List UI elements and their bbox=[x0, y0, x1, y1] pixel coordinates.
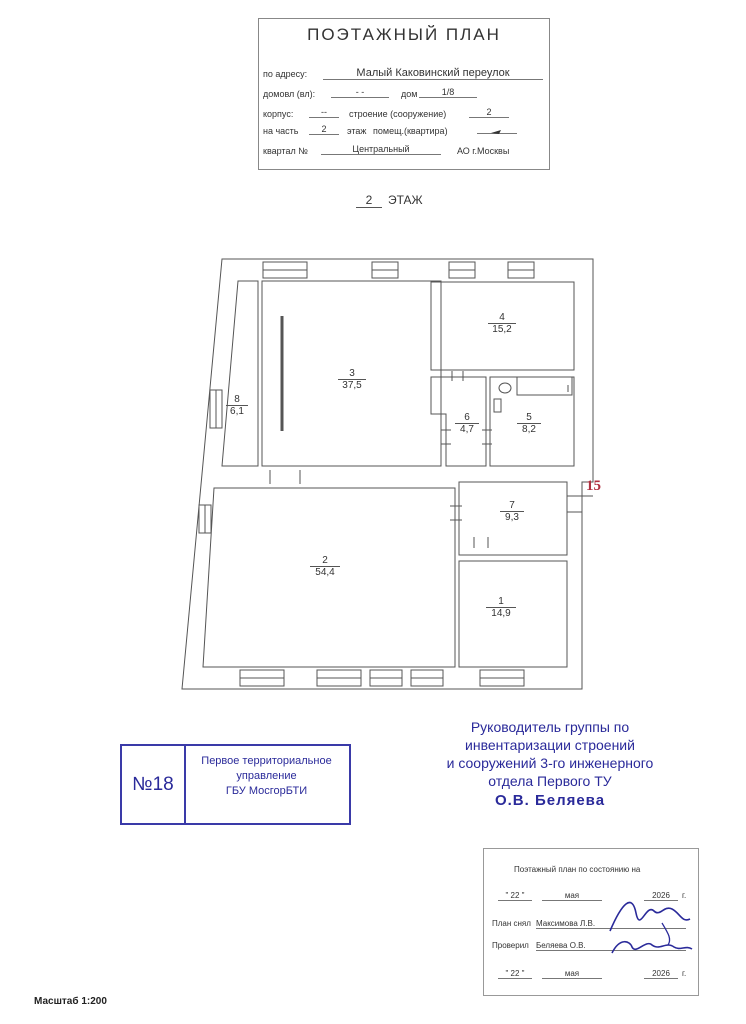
floor-number: 2 bbox=[356, 193, 382, 208]
domovl-value: - - bbox=[331, 87, 389, 98]
sig-day-1: " 22 " bbox=[498, 891, 532, 901]
manager-block bbox=[400, 718, 700, 810]
pomesh-label: помещ.(квартира) bbox=[373, 126, 448, 136]
room-5-area: 8,2 bbox=[517, 423, 541, 435]
domovl-label: домовл (вл): bbox=[263, 89, 316, 99]
room-6-label bbox=[455, 412, 479, 435]
manager-name: О.В. Беляева bbox=[494, 792, 606, 809]
room-1-area: 14,9 bbox=[486, 607, 516, 619]
outer-wall-outer bbox=[182, 259, 593, 689]
korpus-value: -- bbox=[309, 107, 339, 118]
room-2-label bbox=[310, 555, 340, 578]
dom-value: 1/8 bbox=[419, 87, 477, 98]
korpus-label: корпус: bbox=[263, 109, 294, 119]
room-6-number: 6 bbox=[464, 412, 470, 423]
ao-label: АО г.Москвы bbox=[457, 146, 510, 156]
room-3-area: 37,5 bbox=[338, 379, 366, 391]
sig-title: Поэтажный план по состоянию на bbox=[514, 865, 641, 874]
bathtub-icon bbox=[517, 377, 572, 395]
room-8-area: 6,1 bbox=[226, 405, 248, 417]
sig-checked-value: Беляева О.В. bbox=[536, 941, 686, 951]
room-4-number: 4 bbox=[499, 312, 505, 323]
etazh-label: этаж bbox=[347, 126, 367, 136]
stroenie-value: 2 bbox=[469, 107, 509, 118]
room-2-area: 54,4 bbox=[310, 566, 340, 578]
room-8-outline bbox=[222, 281, 258, 466]
sig-checked-label: Проверил bbox=[492, 941, 529, 950]
sink-icon bbox=[499, 383, 511, 393]
dom-label: дом bbox=[401, 89, 418, 99]
stroenie-label: строение (сооружение) bbox=[349, 109, 447, 119]
sig-year-1: 2026 bbox=[644, 891, 678, 901]
room-7-area: 9,3 bbox=[500, 511, 524, 523]
stamp-text bbox=[184, 754, 349, 799]
room-2-number: 2 bbox=[322, 555, 328, 566]
manager-line-4: отдела Первого ТУ bbox=[488, 773, 612, 789]
handwritten-signature-icon bbox=[602, 883, 696, 963]
room-7-number: 7 bbox=[509, 500, 515, 511]
sig-month-1: мая bbox=[542, 891, 602, 901]
stamp-line-3: ГБУ МосгорБТИ bbox=[225, 785, 308, 797]
address-value: Малый Каковинский переулок bbox=[323, 67, 543, 80]
sig-month-2: мая bbox=[542, 969, 602, 979]
chast-label: на часть bbox=[263, 126, 299, 136]
toilet-icon bbox=[494, 399, 501, 412]
stamp-line-2: управление bbox=[236, 770, 297, 782]
kvartal-label: квартал № bbox=[263, 146, 308, 156]
room-8-number: 8 bbox=[234, 394, 240, 405]
room-3-number: 3 bbox=[349, 368, 355, 379]
sig-year-2: 2026 bbox=[644, 969, 678, 979]
stamp-number: №18 bbox=[122, 746, 186, 823]
scale-label: Масштаб 1:200 bbox=[34, 996, 107, 1007]
sig-taken-value: Максимова Л.В. bbox=[536, 919, 686, 929]
room-6-area: 4,7 bbox=[455, 423, 479, 435]
manager-line-1: Руководитель группы по bbox=[470, 719, 630, 735]
room-1-label bbox=[486, 596, 516, 619]
room-3-label bbox=[338, 368, 366, 391]
room-5-number: 5 bbox=[526, 412, 532, 423]
manager-line-2: инвентаризации строений bbox=[465, 737, 635, 753]
room-8-label bbox=[226, 394, 248, 417]
signature-block bbox=[483, 848, 699, 996]
room-5-label bbox=[517, 412, 541, 435]
room-4-label bbox=[488, 312, 516, 335]
plan-title: ПОЭТАЖНЫЙ ПЛАН bbox=[307, 25, 501, 44]
sig-day-2: " 22 " bbox=[498, 969, 532, 979]
room-1-number: 1 bbox=[498, 596, 504, 607]
room-7-label bbox=[500, 500, 524, 523]
address-label: по адресу: bbox=[263, 69, 308, 79]
stamp-line-1: Первое территориальное bbox=[201, 755, 332, 767]
exit-marker: 15 bbox=[586, 478, 601, 494]
bti-stamp bbox=[120, 744, 351, 825]
floor-label: ЭТАЖ bbox=[388, 193, 423, 207]
sig-g-2: г. bbox=[682, 969, 687, 978]
sig-taken-label: План снял bbox=[492, 919, 531, 928]
sig-g-1: г. bbox=[682, 891, 687, 900]
room-4-area: 15,2 bbox=[488, 323, 516, 335]
chast-value: 2 bbox=[309, 124, 339, 135]
manager-line-3: и сооружений 3-го инженерного bbox=[446, 755, 654, 771]
kvartal-value: Центральный bbox=[321, 144, 441, 155]
